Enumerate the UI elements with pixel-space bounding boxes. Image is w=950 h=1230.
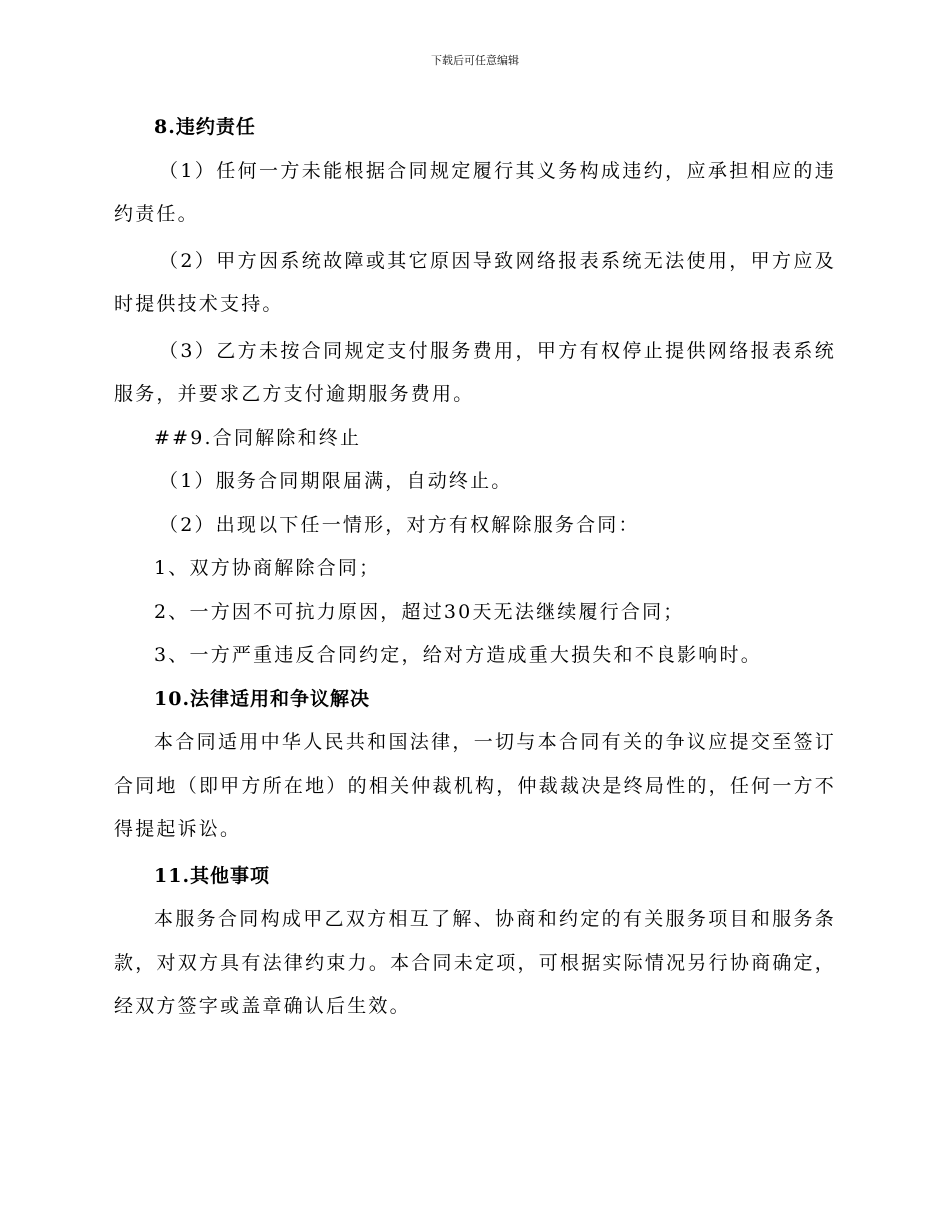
section-10-paragraph-1: 本合同适用中华人民共和国法律，一切与本合同有关的争议应提交至签订合同地（即甲方所在地）的相关仲裁机构，仲裁裁决是终局性的，任何一方不得提起诉讼。 — [114, 731, 836, 840]
section-8-paragraph-3: （3）乙方未按合同规定支付服务费用，甲方有权停止提供网络报表系统服务，并要求乙方支付逾期服务费用。 — [114, 339, 836, 405]
section-11-title: 11.其他事项 — [154, 864, 271, 887]
section-8-title: 8.违约责任 — [154, 116, 256, 138]
section-9-list-item-2: 2、一方因不可抗力原因，超过30天无法继续履行合同； — [154, 600, 685, 623]
section-9-title: ##9.合同解除和终止 — [154, 426, 362, 449]
page-header: 下载后可任意编辑 — [431, 54, 519, 67]
section-8-paragraph-2: （2）甲方因系统故障或其它原因导致网络报表系统无法使用，甲方应及时提供技术支持。 — [114, 249, 836, 315]
document-body — [114, 106, 836, 1029]
section-9-paragraph-2: （2）出现以下任一情形，对方有权解除服务合同： — [159, 513, 640, 536]
section-8-paragraph-1: （1）任何一方未能根据合同规定履行其义务构成违约，应承担相应的违约责任。 — [114, 159, 836, 225]
section-10-title: 10.法律适用和争议解决 — [154, 687, 371, 710]
section-11-paragraph-1: 本服务合同构成甲乙双方相互了解、协商和约定的有关服务项目和服务条款，对双方具有法律约束力。本合同未定项，可根据实际情况另行协商确定，经双方签字或盖章确认后生效。 — [114, 908, 836, 1017]
section-9-paragraph-1: （1）服务合同期限届满，自动终止。 — [159, 470, 513, 492]
section-9-list-item-3: 3、一方严重违反合同约定，给对方造成重大损失和不良影响时。 — [154, 644, 762, 666]
section-9-list-item-1: 1、双方协商解除合同； — [154, 557, 381, 579]
